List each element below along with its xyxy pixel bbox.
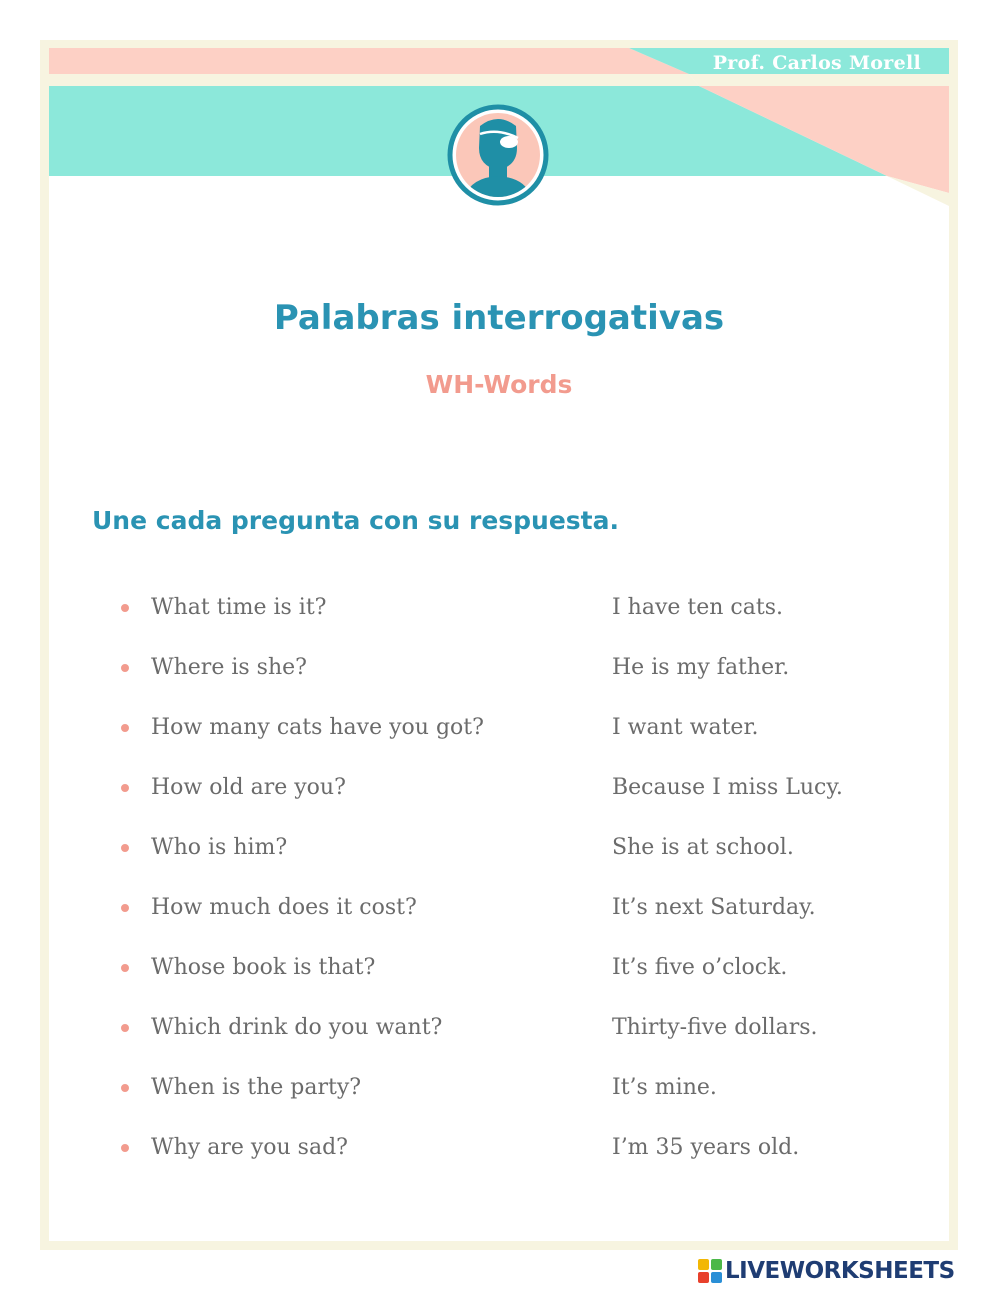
bullet-dot [121, 1144, 129, 1152]
answer-item[interactable]: It’s next Saturday. [612, 895, 816, 920]
answer-list [612, 590, 843, 1190]
question-text: How old are you? [151, 775, 346, 800]
question-text: Which drink do you want? [151, 1015, 443, 1040]
question-item[interactable] [121, 1010, 484, 1070]
question-text: When is the party? [151, 1075, 362, 1100]
question-item[interactable] [121, 650, 484, 710]
bullet-dot [121, 964, 129, 972]
answer-item[interactable]: Because I miss Lucy. [612, 775, 843, 800]
question-item[interactable] [121, 1130, 484, 1190]
answer-item[interactable]: Thirty-five dollars. [612, 1015, 818, 1040]
liveworksheets-brand-text: LIVEWORKSHEETS [725, 1258, 955, 1284]
question-text: Who is him? [151, 835, 288, 860]
bullet-dot [121, 784, 129, 792]
page-title: Palabras interrogativas [273, 298, 725, 338]
question-text: Whose book is that? [151, 955, 376, 980]
bullet-dot [121, 1024, 129, 1032]
question-item[interactable] [121, 590, 484, 650]
liveworksheets-brand[interactable] [698, 1256, 955, 1286]
answer-item[interactable]: It’s mine. [612, 1075, 717, 1100]
answer-item[interactable]: I want water. [612, 715, 759, 740]
question-item[interactable] [121, 890, 484, 950]
question-list [121, 590, 484, 1190]
question-item[interactable] [121, 1070, 484, 1130]
liveworksheets-logo-icon [698, 1259, 722, 1283]
answer-item[interactable]: I’m 35 years old. [612, 1135, 800, 1160]
bullet-dot [121, 724, 129, 732]
bullet-dot [121, 1084, 129, 1092]
exercise-instruction: Une cada pregunta con su respuesta. [92, 506, 620, 535]
question-item[interactable] [121, 830, 484, 890]
question-text: How many cats have you got? [151, 715, 484, 740]
bullet-dot [121, 904, 129, 912]
worksheet-page [49, 48, 949, 1241]
author-name: Prof. Carlos Morell [712, 52, 921, 74]
question-text: Why are you sad? [151, 1135, 348, 1160]
bullet-dot [121, 844, 129, 852]
bullet-dot [121, 664, 129, 672]
question-item[interactable] [121, 710, 484, 770]
bullet-dot [121, 604, 129, 612]
page-subtitle: WH-Words [425, 370, 573, 399]
answer-item[interactable]: It’s five o’clock. [612, 955, 788, 980]
answer-item[interactable]: She is at school. [612, 835, 794, 860]
answer-item[interactable]: I have ten cats. [612, 595, 783, 620]
avatar-icon [447, 104, 549, 206]
question-item[interactable] [121, 770, 484, 830]
question-text: Where is she? [151, 655, 307, 680]
question-text: What time is it? [151, 595, 327, 620]
question-text: How much does it cost? [151, 895, 417, 920]
question-item[interactable] [121, 950, 484, 1010]
answer-item[interactable]: He is my father. [612, 655, 790, 680]
